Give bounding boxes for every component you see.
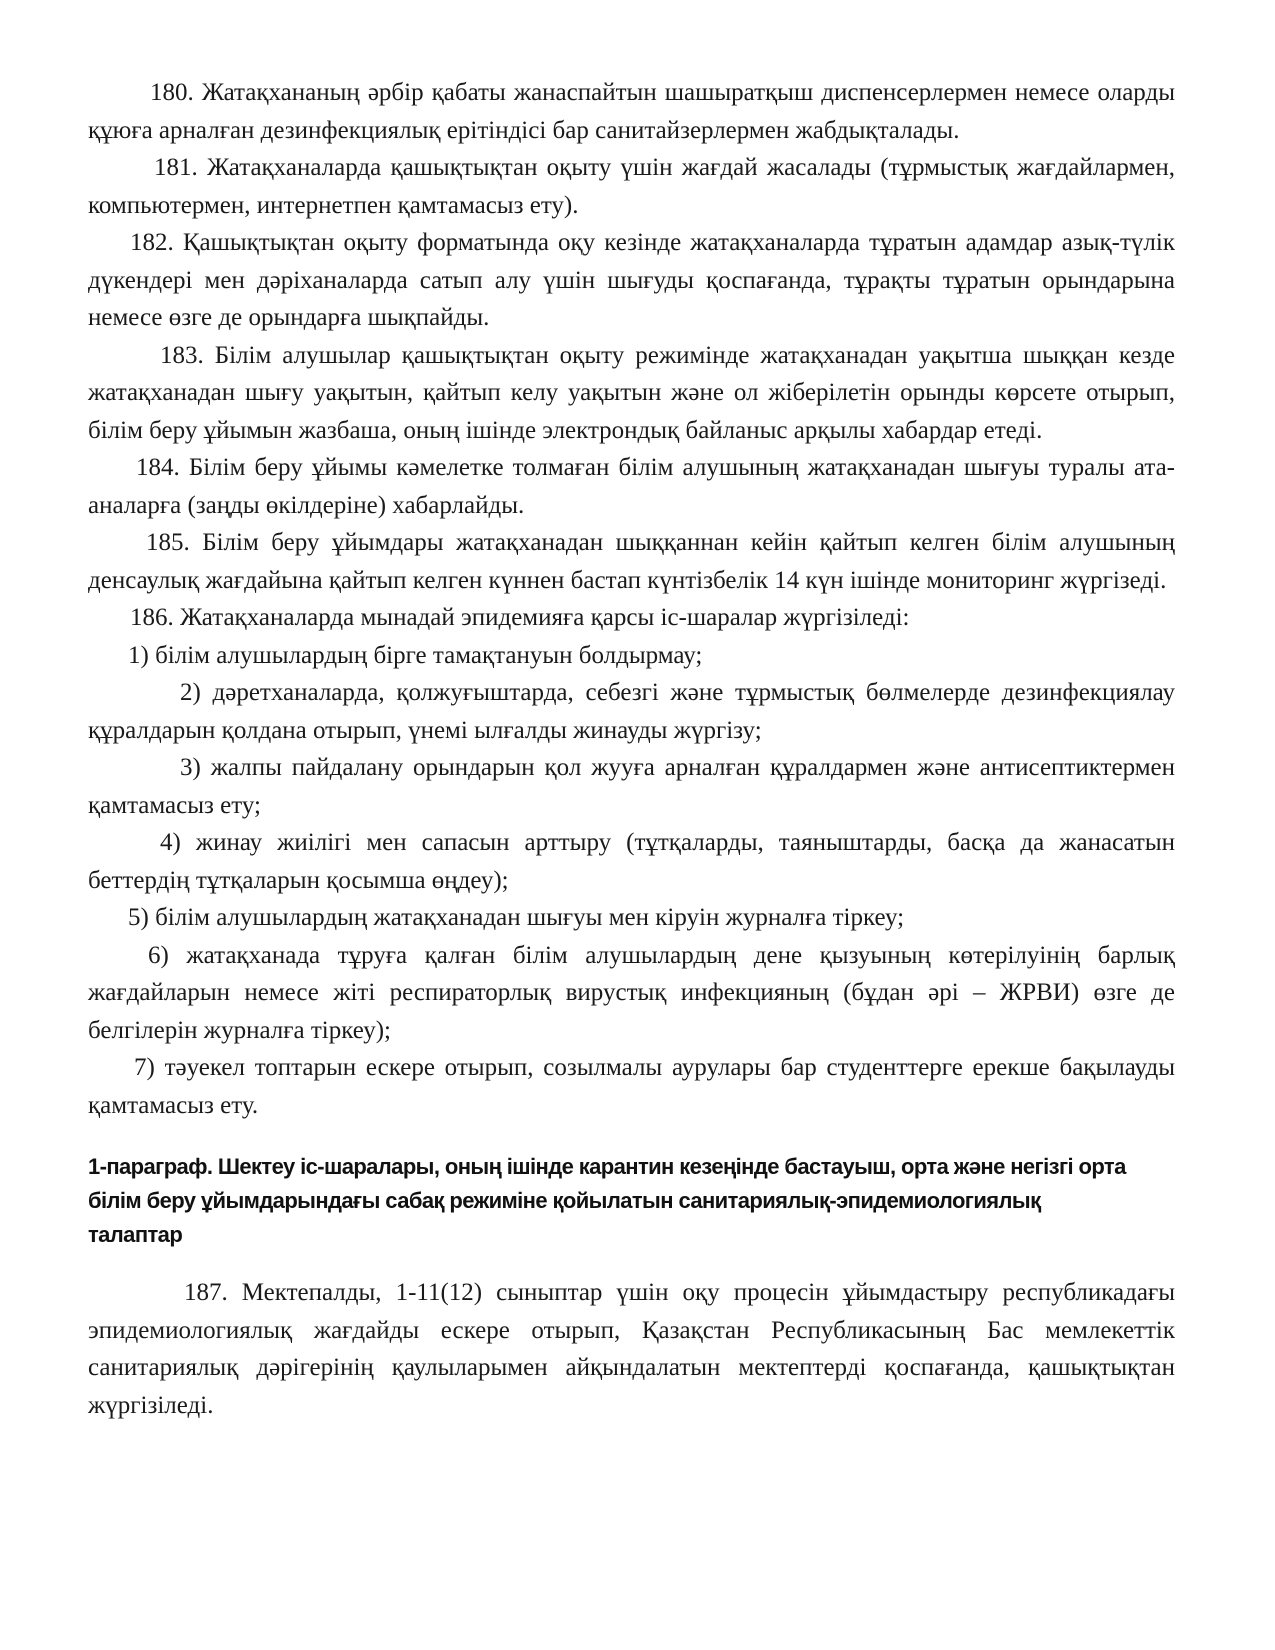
paragraph-185: 185. Білім беру ұйымдары жатақханадан шыққаннан кейін қайтып келген білім алушының денсаулық жағдайына қайтып келген күннен бастап күнтізбелік 14 күн ішінде мониторинг жүргізеді. (88, 529, 1175, 594)
list-item-4: 4) жинау жиілігі мен сапасын арттыру (тұтқаларды, таяныштарды, басқа да жанасатын беттердің тұтқаларын қосымша өңдеу); (88, 829, 1175, 894)
list-item-3: 3) жалпы пайдалану орындарын қол жууға арналған құралдармен және антисептиктермен қамтамасыз ету; (88, 754, 1175, 819)
paragraph-183: 183. Білім алушылар қашықтықтан оқыту режимінде жатақханадан уақытша шыққан кезде жатақханадан шығу уақытын, қайтып келу уақытын және ол жіберілетін орынды көрсете отырып, білім беру ұйымын жазбаша, оның ішінде электрондық байланыс арқылы хабардар етеді. (88, 341, 1175, 444)
list-item-1: 1) білім алушылардың бірге тамақтануын болдырмау; (128, 641, 703, 669)
paragraph-186: 186. Жатақханаларда мынадай эпидемияға қарсы іс-шаралар жүргізіледі: (130, 604, 910, 631)
paragraph-181: 181. Жатақханаларда қашықтықтан оқыту үшін жағдай жасалады (тұрмыстық жағдайлармен, компьютермен, интернетпен қамтамасыз ету). (88, 154, 1175, 219)
paragraph-184: 184. Білім беру ұйымы кәмелетке толмаған білім алушының жатақханадан шығуы туралы ата-аналарға (заңды өкілдеріне) хабарлайды. (88, 454, 1175, 519)
paragraph-180: 180. Жатақхананың әрбір қабаты жанаспайтын шашыратқыш диспенсерлермен немесе оларды құюға арналған дезинфекциялық ерітіндісі бар санитайзерлермен жабдықталады. (88, 79, 1175, 144)
list-item-2: 2) дәретханаларда, қолжуғыштарда, себезгі және тұрмыстық бөлмелерде дезинфекциялау құралдарын қолдана отырып, үнемі ылғалды жинауды жүргізу; (88, 679, 1175, 744)
list-item-7: 7) тәуекел топтарын ескере отырып, созылмалы аурулары бар студенттерге ерекше бақылауды қамтамасыз ету. (88, 1054, 1175, 1119)
list-item-6: 6) жатақханада тұруға қалған білім алушылардың дене қызуының көтерілуінің барлық жағдайларын немесе жіті респираторлық вирустық инфекцияның (бұдан әрі – ЖРВИ) өзге де белгілерін журналға тіркеу); (88, 941, 1175, 1044)
paragraph-187: 187. Мектепалды, 1-11(12) сыныптар үшін оқу процесін ұйымдастыру республикадағы эпидемиологиялық жағдайды ескере отырып, Қазақстан Республикасының Бас мемлекеттік санитариялық дәрігерінің қаулыларымен айқындалатын мектептерді қоспағанда, қашықтықтан жүргізіледі. (88, 1279, 1175, 1419)
list-item-5: 5) білім алушылардың жатақханадан шығуы мен кіруін журналға тіркеу; (128, 904, 905, 931)
paragraph-182: 182. Қашықтықтан оқыту форматында оқу кезінде жатақханаларда тұратын адамдар азық-түлік дүкендері мен дәріханаларда сатып алу үшін шығуды қоспағанда, тұрақты тұратын орындарына немесе өзге де орындарға шықпайды. (88, 229, 1175, 331)
section-heading: 1-параграф. Шектеу іс-шаралары, оның ішінде карантин кезеңінде бастауыш, орта және негізгі орта білім беру ұйымдарындағы сабақ режиміне қойылатын санитариялық-эпидемиологиялық талаптар (88, 1154, 1126, 1247)
